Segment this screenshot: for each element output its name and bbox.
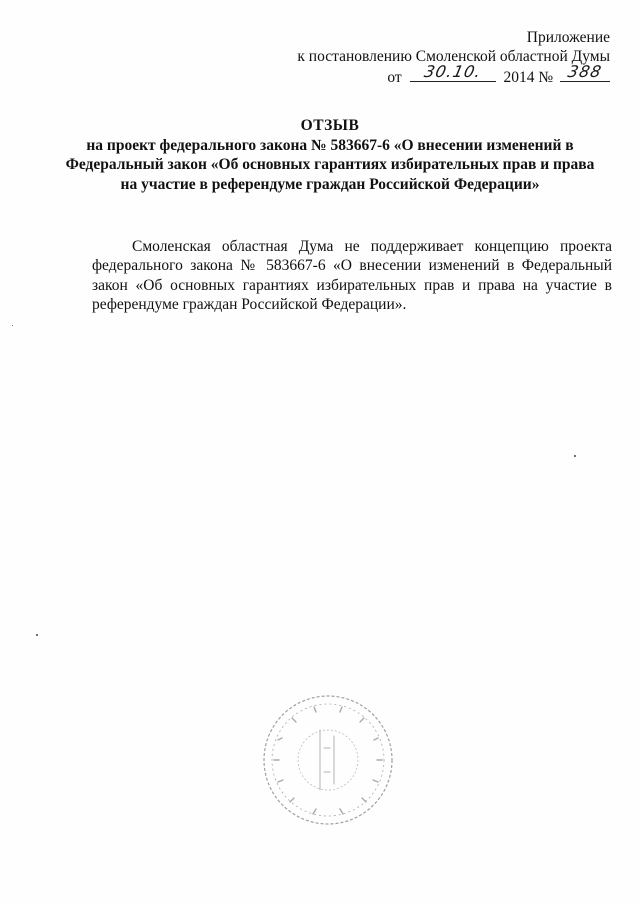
body-paragraph: Смоленская областная Дума не поддерживает концепцию проекта федерального закона № 583667-6 «О внесении изменений в Федеральный закон «Об основных гарантиях избирательных прав и права на участие в референдуме граждан Российской Федерации». xyxy=(92,237,612,313)
date-number-line xyxy=(297,62,610,87)
title-heading: ОТЗЫВ xyxy=(300,117,360,134)
scan-speck xyxy=(36,634,38,636)
document-header xyxy=(297,28,610,87)
seal-stamp-icon xyxy=(258,690,398,830)
year-number-label: 2014 № xyxy=(503,69,554,86)
resolution-reference: к постановлению Смоленской областной Думы xyxy=(297,48,610,65)
appendix-label: Приложение xyxy=(526,29,610,46)
number-blank xyxy=(560,62,610,82)
handwritten-date: 30.10. xyxy=(422,62,484,81)
date-blank xyxy=(410,62,496,82)
scan-speck xyxy=(12,325,13,326)
scan-speck xyxy=(574,455,576,457)
handwritten-number: 388 xyxy=(566,62,604,81)
document-title xyxy=(60,116,600,194)
date-prefix: от xyxy=(387,69,402,86)
title-subtitle: на проект федерального закона № 583667-6 «О внесении изменений в Федеральный закон «Об основных гарантиях избирательных прав и права на участие в референдуме граждан Российской Федерации» xyxy=(65,136,595,193)
